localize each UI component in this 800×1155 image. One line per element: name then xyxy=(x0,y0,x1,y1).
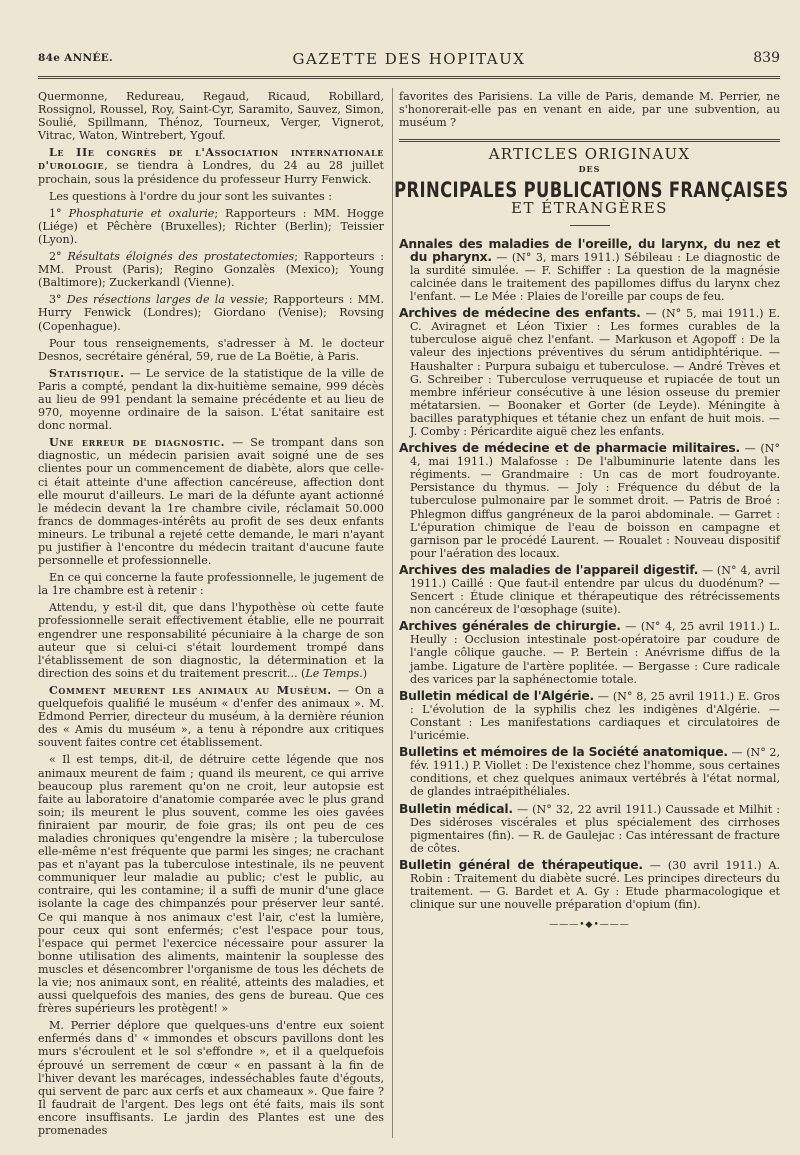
left-paragraph xyxy=(38,1019,384,1137)
paragraph-text: Quermonne, Redureau, Regaud, Ricaud, Robillard, Rossignol, Roussel, Roy, Saint-Cyr, Saramito, Sauvez, Simon, Soulié, Spillmann, Thénoz, Tourneux, Verger, Vignerot, Vitrac, Waton, Wintrebert, Ygouf. xyxy=(38,90,384,143)
left-column xyxy=(38,90,384,1141)
list-number: 1° xyxy=(49,206,69,220)
journal-title: Archives de médecine des enfants. xyxy=(399,306,641,321)
entry-text: — (N° 32, 22 avril 1911.) Caussade et Milhit : Des sidéroses viscérales et plus spécialement des cirrhoses pigmentaires (fin). — R. de Gaulejac : Cas intéressant de fracture de côtes. xyxy=(410,802,780,855)
entry-text: — (N° 3, mars 1911.) Sébileau : Le diagnostic de la surdité simulée. — F. Schiffer : La question de la magnésie calcinée dans le traitement des papillomes diffus du larynx chez l'enfant. — Le Mée : Plaies de l'oreille par coups de feu. xyxy=(410,250,780,304)
publication-entry xyxy=(399,690,780,742)
publication-entry xyxy=(399,746,780,798)
page-number: 839 xyxy=(753,50,780,66)
left-paragraph xyxy=(38,337,384,363)
left-paragraph xyxy=(38,436,384,567)
end-ornament: ———•◆•——— xyxy=(549,920,630,931)
publication-entry xyxy=(399,307,780,438)
left-paragraph xyxy=(38,190,384,203)
article-heading: Statistique. xyxy=(49,366,125,380)
column-divider xyxy=(392,88,393,1138)
left-paragraph xyxy=(38,250,384,289)
paragraph-text: ; Rapporteurs : MM. Proust (Paris); Regino Gonzalès (Mexico); Young (Baltimore); Zuckerkandl (Vienne). xyxy=(38,250,384,290)
publication-entry xyxy=(399,564,780,616)
paragraph-text: ; Rapporteurs : MM. Hurry Fenwick (Londres); Giordano (Venise); Rovsing (Copenhague). xyxy=(38,293,384,333)
section-short-rule xyxy=(570,225,610,226)
paragraph-text: « Il est temps, dit-il, de détruire cette légende que nos animaux meurent de faim ; quand ils meurent, ce qui arrive beaucoup plus rarement qu'on ne croit, leur autopsie est faite au laboratoire d'anatomie comparée avec le plus grand soin; ils meurent le plus souvent, comme les oies gavées finiraient par mourir, de foie gras; ils ont peu de ces maladies chroniques qu'engendre la misère ; la tuberculose elle-même n'est fréquente que parmi les singes; ne crachant pas et n'ayant pas la tuberculose intestinale, ils ne peuvent communiquer leur maladie au public; c'est le public, au contraire, qui les contamine; il a suffi de munir d'une glace isolante la cage des chimpanzés pour préserver leur santé. Ce qui manque à nos animaux c'est l'air, c'est la lumière, pour ceux qui sont enfermés; c'est l'espace pour tous, l'espace qui permet l'exercice nécessaire pour assurer la bonne utilisation des aliments, maintenir la souplesse des muscles et désencombrer l'organisme de tous les déchets de la vie; nos animaux sont, en réalité, atteints des maladies, et aussi quelquefois des manies, des gens de bureau. Que ces frères supérieurs les protègent! » xyxy=(38,753,384,1016)
left-paragraph xyxy=(38,571,384,597)
section-rule xyxy=(399,139,780,142)
journal-title: Bulletin général de thérapeutique. xyxy=(399,857,643,872)
left-paragraph xyxy=(38,293,384,332)
paragraph-text: — On a quelquefois qualifié le muséum « d'enfer des animaux ». M. Edmond Perrier, directeur du muséum, à la dernière réunion des « Amis du muséum », a tenu à répondre aux critiques souvent faites contre cet établissement. xyxy=(38,683,384,750)
question-title: Phosphaturie et oxalurie xyxy=(68,206,215,220)
publications-list xyxy=(399,238,780,912)
section-title: ARTICLES ORIGINAUX xyxy=(488,145,691,164)
paragraph-text: Attendu, y est-il dit, que dans l'hypothèse où cette faute professionnelle serait effectivement établie, elle ne pourrait engendrer une responsabilité pécuniaire à la charge de son auteur que si celui-ci s'était lourdement trompé dans l'établissement de son diagnostic, la détermination et la direction des soins et du traitement prescrit... ( xyxy=(38,601,384,680)
journal-title: Bulletin médical de l'Algérie. xyxy=(399,688,594,703)
entry-text: — (N° 4, mai 1911.) Malafosse : De l'albuminurie latente dans les régiments. — Grandmaire : Un cas de mort foudroyante. Persistance du thymus. — Joly : Fréquence du début de la tuberculose pulmonaire par le sommet droit. — Patris de Broé : Phlegmon diffus gangréneux de la paroi abdominale. — Garret : L'épuration chimique de l'eau de boisson en campagne et garnison par le procédé Laurent. — Roualet : Nouveau dispositif pour l'aération des locaux. xyxy=(410,442,780,560)
entry-text: — (N° 2, fév. 1911.) P. Viollet : De l'existence chez l'homme, sous certaines conditions, et chez quelques animaux vertébrés à l'état normal, de glandes intraépithéliales. xyxy=(410,746,780,799)
publication-entry xyxy=(399,859,780,911)
list-number: 3° xyxy=(49,293,67,307)
left-paragraph xyxy=(38,601,384,680)
journal-title: Archives générales de chirurgie. xyxy=(399,619,621,634)
entry-text: — (N° 5, mai 1911.) E. C. Aviragnet et Léon Tixier : Les formes curables de la tuberculose aiguë chez l'enfant. — Markuson et Agopoff : De la valeur des injections préventives du sérum antidiphtérique. — Haushalter : Purpura subaigu et tuberculose. — André Trèves et G. Schreiber : Tuberculose verruqueuse et rupiacée de tout un membre inférieur consécutive à une lésion osseuse du premier métatarsien. — Boonaker et Gorter (de Leyde). Méningite à bacilles paratyphiques et tétanie chez un enfant de huit mois. — J. Comby : Péricardite aiguë chez les enfants. xyxy=(410,307,781,438)
paragraph-text: En ce qui concerne la faute professionnelle, le jugement de la 1re chambre est à retenir : xyxy=(38,571,384,598)
left-paragraph xyxy=(38,753,384,1015)
paragraph-text: ; Rapporteurs : MM. Hogge (Liége) et Pêchère (Bruxelles); Richter (Berlin); Teissier (Lyon). xyxy=(38,206,384,246)
left-paragraph xyxy=(38,207,384,246)
paragraph-text: M. Perrier déplore que quelques-uns d'entre eux soient enfermés dans d' « immondes et obscurs pavillons dont les murs s'écroulent et le sol s'effondre », et il a quelquefois éprouvé un serrement de cœur « en passant à la fin de l'hiver devant les marécages, indesséchables faute d'égouts, qui servent de parc aux cerfs et aux chameaux ». Que faire ? Il faudrait de l'argent. Des legs ont été faits, mais ils sont encore insuffisants. Le jardin des Plantes est une des promenades xyxy=(38,1019,384,1138)
article-heading: Le IIe congrès de l'Association internationale d'urologie xyxy=(38,146,384,173)
paragraph-text: — Le service de la statistique de la ville de Paris a compté, pendant la dix-huitième semaine, 999 décès au lieu de 991 pendant la semaine précédente et au lieu de 970, moyenne ordinaire de la saison. L'état sanitaire est donc normal. xyxy=(38,366,384,433)
list-number: 2° xyxy=(49,250,68,264)
entry-text: — (N° 8, 25 avril 1911.) E. Gros : L'évolution de la syphilis chez les indigènes d'Algérie. — Constant : Les manifestations cardiaques et circulatoires de l'uricémie. xyxy=(410,689,780,743)
question-title: Résultats éloignés des prostatectomies xyxy=(67,250,295,264)
publication-entry xyxy=(399,620,780,685)
article-heading: Comment meurent les animaux au Muséum. xyxy=(49,683,332,697)
journal-title: Archives des maladies de l'appareil digestif. xyxy=(399,562,699,577)
right-column xyxy=(394,90,789,932)
left-paragraph xyxy=(38,367,384,432)
entry-text: — (30 avril 1911.) A. Robin : Traitement du diabète sucré. Les principes directeurs du traitement. — G. Bardet et A. Gy : Etude pharmacologique et clinique sur une nouvelle préparation d'opium (fin). xyxy=(410,858,781,912)
left-paragraph xyxy=(38,146,384,185)
paragraph-text: , se tiendra à Londres, du 24 au 28 juillet prochain, sous la présidence du professeur Hurry Fenwick. xyxy=(38,159,384,186)
question-title: Des résections larges de la vessie xyxy=(66,293,265,307)
journal-title: Annales des maladies de l'oreille, du larynx, du nez et du pharynx. xyxy=(399,236,780,264)
header-rule xyxy=(38,76,780,79)
journal-title: Archives de médecine et de pharmacie militaires. xyxy=(399,441,740,456)
publication-entry xyxy=(399,442,780,560)
page-header xyxy=(38,50,780,72)
left-paragraph xyxy=(38,90,384,142)
section-title-main: PRINCIPALES PUBLICATIONS FRANÇAISES xyxy=(394,178,789,203)
paragraph-text: Pour tous renseignements, s'adresser à M. le docteur Desnos, secrétaire général, 59, rue de La Boëtie, à Paris. xyxy=(38,336,384,363)
journal-title: Bulletins et mémoires de la Société anatomique. xyxy=(399,745,728,760)
entry-text: — (N° 4, 25 avril 1911.) L. Heully : Occlusion intestinale post-opératoire par coudure de l'angle côlique gauche. — P. Bertein : Anévrisme diffus de la jambe. Ligature de l'artère poplitée. — Bergasse : Cure radicale des varices par la saphénectomie totale. xyxy=(410,620,781,686)
left-paragraph xyxy=(38,684,384,749)
publication-entry xyxy=(399,803,780,855)
journal-title: Bulletin médical. xyxy=(399,801,513,816)
journal-title: GAZETTE DES HOPITAUX xyxy=(292,50,526,68)
volume-label: 84e ANNÉE. xyxy=(38,52,113,64)
source-citation: Le Temps. xyxy=(305,666,363,680)
entry-text: — (N° 4, avril 1911.) Caillé : Que faut-il entendre par ulcus du duodénum? — Sencert : Étude clinique et thérapeutique des rétrécissements non cancéreux de l'œsophage (suite). xyxy=(410,563,780,617)
section-title-des: DES xyxy=(578,164,601,175)
paragraph-text: ) xyxy=(362,666,368,680)
museum-article-end: favorites des Parisiens. La ville de Paris, demande M. Perrier, ne s'honorerait-elle pas en venant en aide, par une subvention, au muséum ? xyxy=(399,90,780,130)
paragraph-text: — Se trompant dans son diagnostic, un médecin parisien avait soigné une de ses clientes pour un commencement de diabète, alors que celle-ci était atteinte d'une affection cancéreuse, affection dont elle mourut d'ailleurs. Le mari de la défunte ayant actionné le médecin devant la 1re chambre civile, réclamait 50.000 francs de dommages-intérêts au profit de ses deux enfants mineurs. Le tribunal a rejeté cette demande, le mari n'ayant pu justifier à l'encontre du médecin traitant d'aucune faute personnelle et professionnelle. xyxy=(38,436,384,568)
article-heading: Une erreur de diagnostic. xyxy=(49,436,226,450)
section-title-sub: ET ÉTRANGÈRES xyxy=(511,198,668,217)
paragraph-text: Les questions à l'ordre du jour sont les suivantes : xyxy=(49,189,333,203)
publication-entry xyxy=(399,238,780,303)
